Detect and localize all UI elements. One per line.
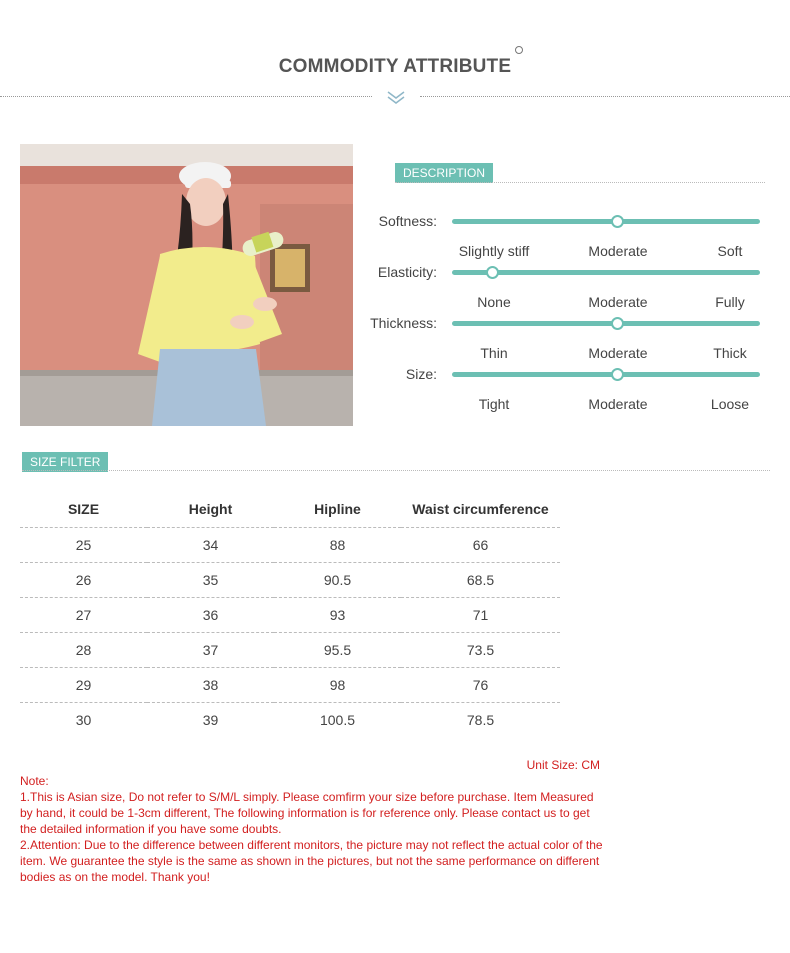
table-cell: 29 [20,667,147,702]
table-cell: 38 [147,667,274,702]
table-cell: 73.5 [401,632,560,667]
table-cell: 30 [75,711,92,728]
table-row [20,527,560,562]
attribute-scale-bar [452,270,760,310]
table-cell: 34 [147,527,274,562]
attribute-size [360,363,770,411]
notes-heading: Note: [20,774,49,788]
table-cell: 68.5 [401,562,560,597]
scale-indicator [611,215,624,228]
note-item: 1.This is Asian size, Do not refer to S/M/L simply. Please comfirm your size before purchase. Item Measured by hand, it could be 1-3cm different, The following information is for reference only. Please contact us to get the detailed information if you have some doubts. [20,790,594,836]
double-chevron-down-icon [384,88,408,106]
header-divider-right [420,96,790,97]
attribute-label: Softness: [378,213,437,229]
scale-option: Soft [717,243,743,259]
size-filter-divider [22,470,770,471]
table-row [20,632,560,667]
degree-circle-icon [515,46,523,54]
table-cell: 88 [274,527,401,562]
scale-option: Moderate [588,345,648,361]
table-cell: 93 [274,597,401,632]
page-title: COMMODITY ATTRIBUTE [278,56,512,77]
size-filter-tag: SIZE FILTER [22,452,108,472]
table-cell: 39 [202,711,219,728]
scale-indicator [611,317,624,330]
product-photo [20,144,353,426]
table-cell: 76 [401,667,560,702]
table-cell: 26 [20,562,147,597]
table-cell: 78.5 [466,711,495,728]
scale-option: Fully [715,294,745,310]
table-cell: 95.5 [274,632,401,667]
attribute-scale-bar [452,219,760,259]
attribute-scale-bar [452,372,760,412]
attribute-softness [360,210,770,258]
scale-option: Thin [480,345,508,361]
scale-option: Moderate [588,396,648,412]
column-header: Height [147,492,274,527]
scale-option: Tight [478,396,510,412]
column-header: Hipline [274,492,401,527]
attribute-scale-bar [452,321,760,361]
table-cell: 66 [401,527,560,562]
table-cell: 37 [147,632,274,667]
table-cell: 100.5 [319,711,356,728]
scale-option: Thick [713,345,747,361]
table-header-row [20,492,560,527]
attribute-label: Size: [405,366,437,382]
scale-option: Loose [710,396,750,412]
table-cell: 36 [147,597,274,632]
scale-option: Moderate [588,243,648,259]
scale-option: None [477,294,511,310]
attribute-elasticity [360,261,770,309]
scale-indicator [486,266,499,279]
table-cell: 35 [147,562,274,597]
description-divider [395,182,765,183]
table-cell: 28 [20,632,147,667]
note-item: 2.Attention: Due to the difference between different monitors, the picture may not reflect the actual color of the item. We guarantee the style is the same as shown in the pictures, but not the same performance on different bodies as on the model. Thank you! [20,838,603,884]
table-cell: 71 [401,597,560,632]
scale-indicator [611,368,624,381]
notes-block [20,773,605,885]
scale-option: Moderate [588,294,648,310]
header-divider-left [0,96,372,97]
description-tag: DESCRIPTION [395,163,493,183]
table-cell: 25 [20,527,147,562]
column-header: SIZE [20,492,147,527]
table-row [20,562,560,597]
table-cell: 98 [274,667,401,702]
table-cell: 27 [20,597,147,632]
attribute-label: Elasticity: [377,264,437,280]
attribute-label: Thickness: [370,315,437,331]
size-table [20,492,560,737]
table-row [20,597,560,632]
unit-note: Unit Size: CM [526,758,600,772]
table-row [20,702,560,737]
attribute-thickness [360,312,770,360]
column-header: Waist circumference [401,492,560,527]
table-row [20,667,560,702]
table-cell: 90.5 [274,562,401,597]
scale-option: Slightly stiff [458,243,530,259]
